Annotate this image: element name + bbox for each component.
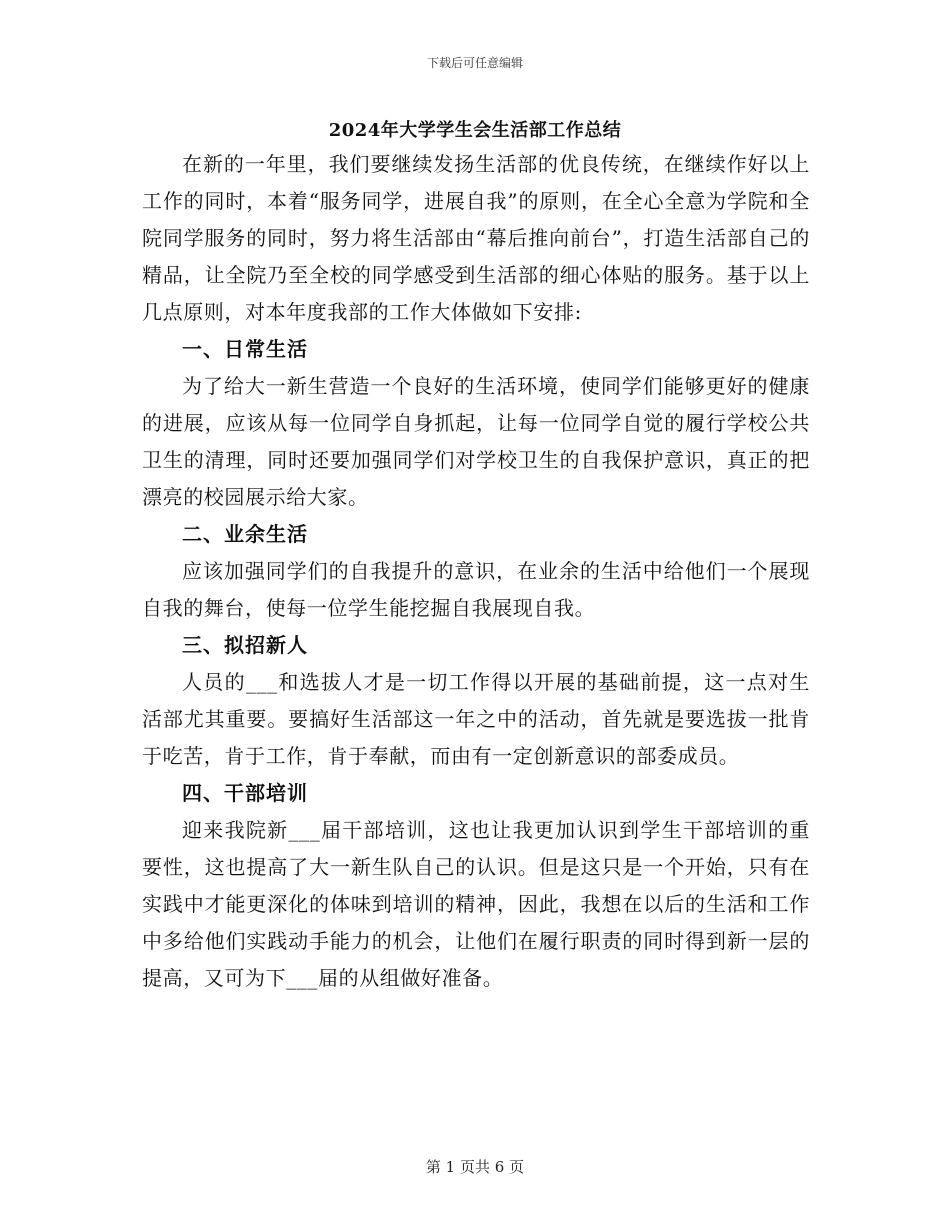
section-heading-daily-life: 一、日常生活 xyxy=(182,337,308,361)
section-heading-cadre-training: 四、干部培训 xyxy=(182,781,308,805)
page-header-note: 下载后可任意编辑 xyxy=(426,56,523,70)
section-heading-recruitment: 三、拟招新人 xyxy=(182,633,308,657)
section-heading-leisure-life: 二、业余生活 xyxy=(182,522,308,546)
section-paragraph-daily-life: 为了给大一新生营造一个良好的生活环境，使同学们能够更好的健康的进展，应该从每一位同学自身抓起，让每一位同学自觉的履行学校公共卫生的清理，同时还要加强同学们对学校卫生的自我保护意识，真正的把漂亮的校园展示给大家。 xyxy=(142,374,810,509)
page-number: 第 1 页共 6 页 xyxy=(425,1158,525,1176)
intro-paragraph: 在新的一年里，我们要继续发扬生活部的优良传统，在继续作好以上工作的同时，本着“服务同学，进展自我”的原则，在全心全意为学院和全院同学服务的同时，努力将生活部由“幕后推向前台”，打造生活部自己的精品，让全院乃至全校的同学感受到生活部的细心体贴的服务。基于以上几点原则，对本年度我部的工作大体做如下安排: xyxy=(142,152,810,324)
section-paragraph-recruitment: 人员的___和选拔人才是一切工作得以开展的基础前提，这一点对生活部尤其重要。要搞好生活部这一年之中的活动，首先就是要选拔一批肯于吃苦，肯于工作，肯于奉献，而由有一定创新意识的部委成员。 xyxy=(142,670,810,768)
document-body xyxy=(142,146,810,997)
document-title: 2024年大学学生会生活部工作总结 xyxy=(328,120,622,141)
section-paragraph-cadre-training: 迎来我院新___届干部培训，这也让我更加认识到学生干部培训的重要性，这也提高了大一新生队自己的认识。但是这只是一个开始，只有在实践中才能更深化的体味到培训的精神，因此，我想在以后的生活和工作中多给他们实践动手能力的机会，让他们在履行职责的同时得到新一层的提高，又可为下___届的从组做好准备。 xyxy=(142,818,810,990)
section-paragraph-leisure-life: 应该加强同学们的自我提升的意识，在业余的生活中给他们一个展现自我的舞台，使每一位学生能挖掘自我展现自我。 xyxy=(142,559,810,620)
